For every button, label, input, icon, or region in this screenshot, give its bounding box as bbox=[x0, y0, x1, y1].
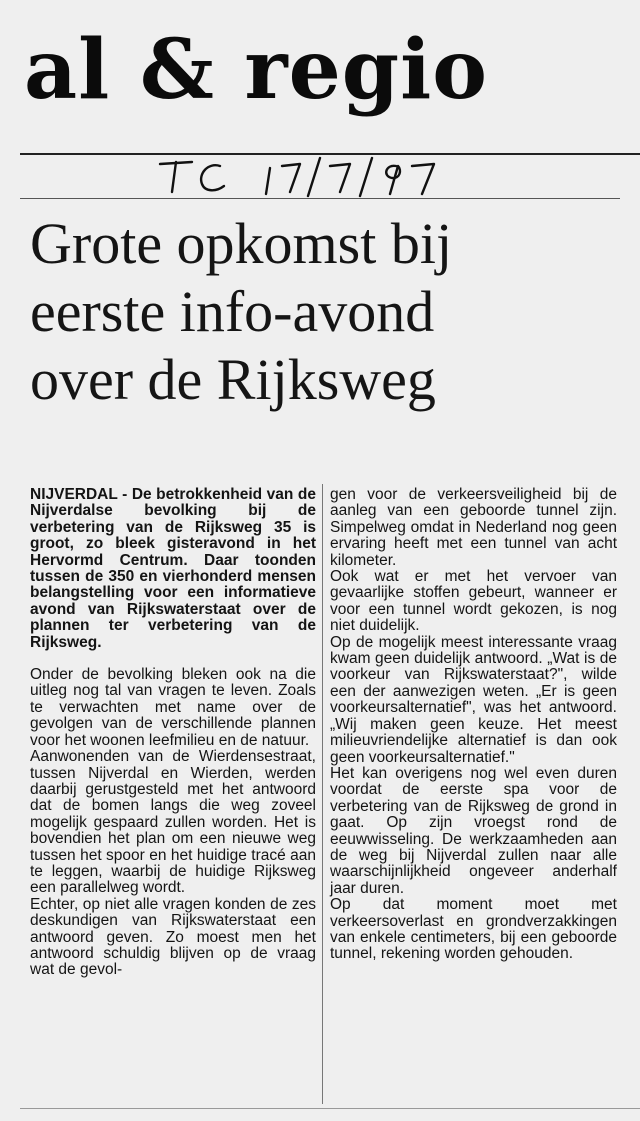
article-column-left bbox=[30, 487, 316, 979]
lead-text: De betrokkenheid van de Nijverdalse bevolking bij de verbetering van de Rijksweg 35 is groot, zo bleek gisteravond in het Hervormd Centrum. Daar toonden tussen de 350 en vierhonderd mensen belangstelling voor een informatieve avond van Rijkswaterstaat over de plannen ter verbetering van de Rijksweg. bbox=[30, 486, 316, 651]
body-paragraph: Ook wat er met het vervoer van gevaarlijke stoffen gebeurt, wanneer er voor een tunnel wordt gekozen, is nog niet duidelijk. bbox=[330, 568, 617, 635]
dateline: NIJVERDAL - bbox=[30, 486, 128, 503]
handwritten-date-stamp bbox=[150, 150, 450, 200]
column-divider bbox=[322, 484, 323, 1104]
body-paragraph: gen voor de verkeersveiligheid bij de aanleg van een geboorde tunnel zijn. Simpelweg omdat in Nederland nog geen ervaring heeft met een tunnel van acht kilometer. bbox=[330, 486, 617, 569]
bottom-rule bbox=[20, 1108, 640, 1109]
margin-fragment bbox=[626, 250, 640, 400]
headline-line: eerste info-avond bbox=[30, 279, 435, 344]
lead-paragraph bbox=[30, 487, 316, 651]
article-column-right bbox=[330, 487, 617, 963]
section-header: al & regio bbox=[24, 22, 488, 118]
headline-line: over de Rijksweg bbox=[30, 347, 436, 412]
headline bbox=[30, 210, 610, 414]
headline-line: Grote opkomst bij bbox=[30, 211, 453, 276]
body-paragraph: Het kan overigens nog wel even duren voordat de eerste spa voor de verbetering van de Rijksweg de grond in gaat. Op zijn vroegst rond de eeuwwisseling. De werkzaamheden aan de weg bij Nijverdal zullen naar alle waarschijnlijkheid ongeveer anderhalf jaar duren. bbox=[330, 764, 617, 897]
body-paragraph: Onder de bevolking bleken ook na die uitleg nog tal van vragen te leven. Zoals te verwachten met name over de gevolgen van de verschillende plannen voor het woonen leefmilieu en de natuur. bbox=[30, 666, 316, 749]
body-paragraph: Echter, op niet alle vragen konden de zes deskundigen van Rijkswaterstaat een antwoord geven. Zo moest men het antwoord schuldig blijven op de vraag wat de gevol- bbox=[30, 895, 316, 979]
stamp-rule bbox=[20, 198, 620, 199]
body-paragraph: Aanwonenden van de Wierdensestraat, tussen Nijverdal en Wierden, werden daarbij gerustgesteld met het antwoord dat de bomen langs die weg zoveel mogelijk gespaard zullen worden. Het is bovendien het plan om een nieuwe weg tussen het spoor en het huidige tracé aan te leggen, waarbij de huidige Rijksweg een parallelweg wordt. bbox=[30, 748, 316, 897]
body-paragraph: Op dat moment moet met verkeersoverlast en grondverzakkingen van enkele centimeters, bij een geboorde tunnel, rekening worden gehouden. bbox=[330, 896, 617, 963]
body-paragraph: Op de mogelijk meest interessante vraag kwam geen duidelijk antwoord. „Wat is de voorkeur van Rijkswaterstaat?", wilde een der aanwezigen weten. „Er is geen voorkeursalternatief", was het antwoord. „Wij maken geen keuze. Het meest milieuvriendelijke alternatief is dan ook geen voorkeursalternatief." bbox=[330, 633, 617, 766]
